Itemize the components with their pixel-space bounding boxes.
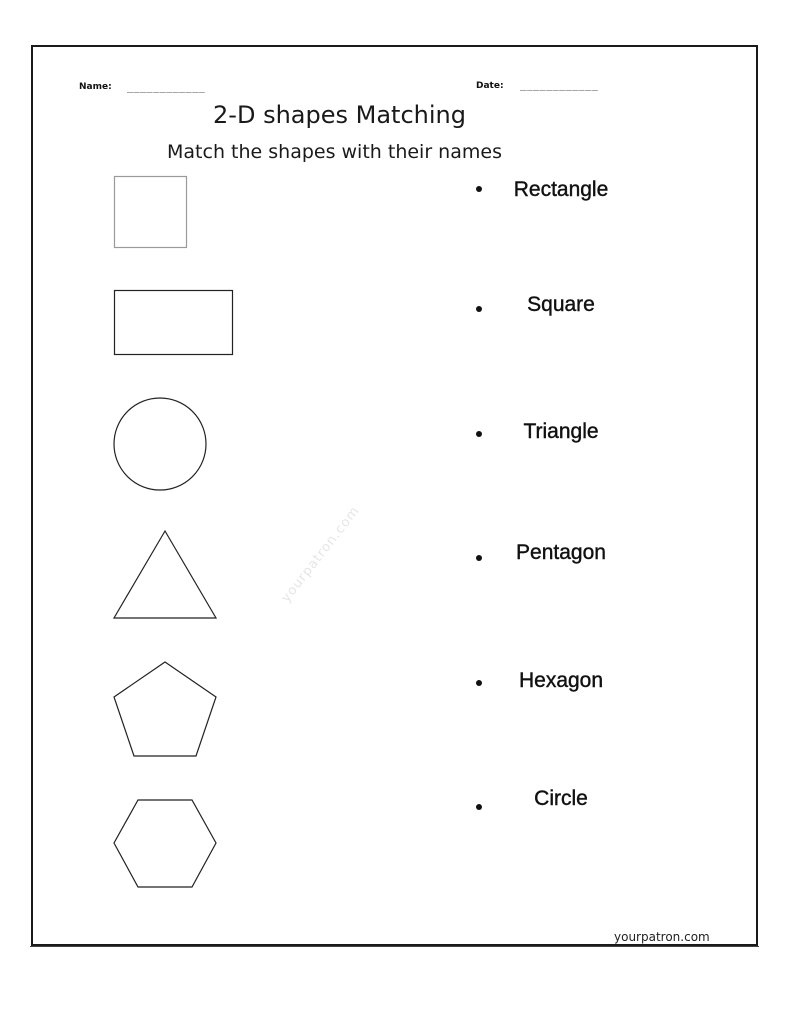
name-text: Triangle xyxy=(523,420,599,443)
name-text: Pentagon xyxy=(516,541,606,564)
circle-shape xyxy=(110,394,210,494)
bullet-icon xyxy=(476,804,482,810)
footer-site: yourpatron.com xyxy=(614,930,710,944)
triangle-shape xyxy=(110,528,220,622)
name-text: Circle xyxy=(534,787,588,810)
name-item-6 xyxy=(476,787,676,817)
name-blank: ____________ xyxy=(127,82,206,93)
name-item-1 xyxy=(476,178,676,208)
name-item-5 xyxy=(476,669,676,699)
name-item-3 xyxy=(476,420,676,450)
square-shape xyxy=(112,174,190,250)
bullet-icon xyxy=(476,306,482,312)
name-text: Hexagon xyxy=(518,669,604,692)
bullet-icon xyxy=(476,555,482,561)
name-item-4 xyxy=(476,541,676,571)
hexagon-shape xyxy=(110,796,220,891)
page-subtitle: Match the shapes with their names xyxy=(167,141,502,163)
pentagon-shape xyxy=(110,658,220,760)
date-label: Date: xyxy=(476,81,504,91)
bullet-icon xyxy=(476,186,482,192)
date-blank: ____________ xyxy=(520,80,599,91)
bullet-icon xyxy=(476,680,482,686)
page-title: 2-D shapes Matching xyxy=(213,101,466,129)
name-text: Rectangle xyxy=(513,178,609,201)
name-text: Square xyxy=(527,293,595,316)
bullet-icon xyxy=(476,431,482,437)
rectangle-shape xyxy=(112,288,236,358)
name-label: Name: xyxy=(79,82,112,92)
watermark-text: yourpatron.com xyxy=(278,503,363,606)
name-item-2 xyxy=(476,293,676,323)
